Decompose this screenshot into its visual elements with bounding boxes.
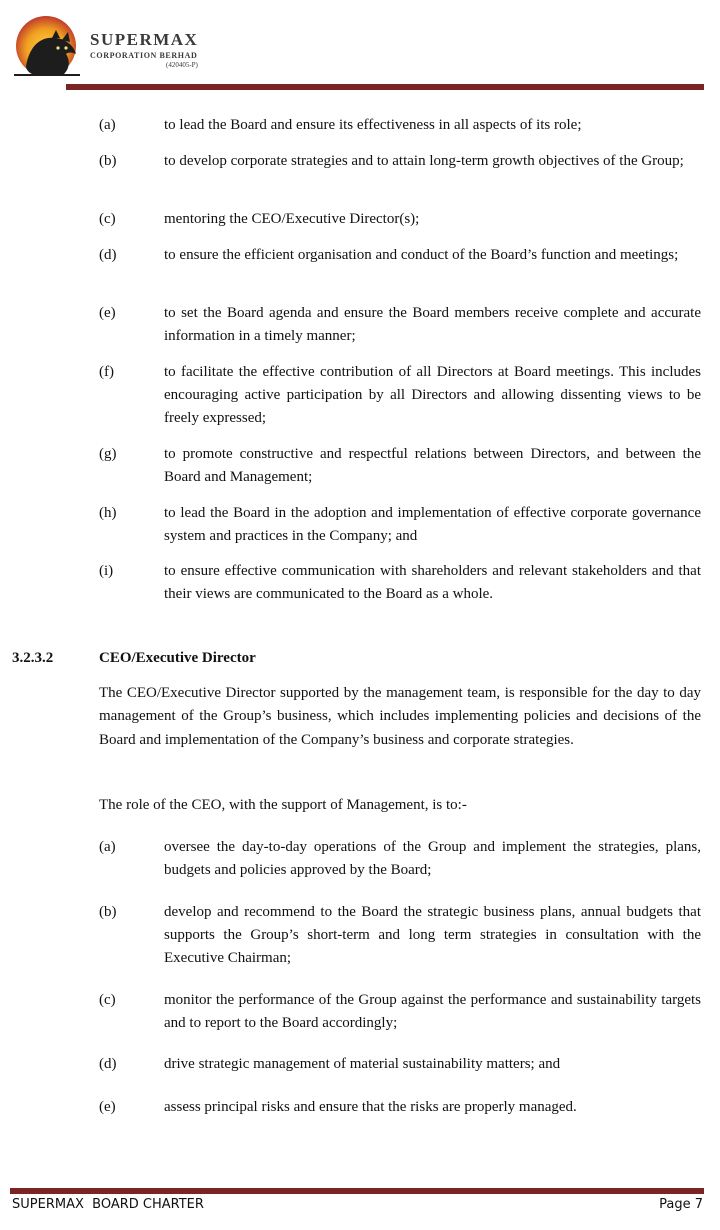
section-intro: The CEO/Executive Director supported by the management team, is responsible for the day to day management of the Group’s business, which includes implementing policies and decisions of the Board and implementation of the Company’s business and corporate strategies. [99,685,701,748]
list-text: to lead the Board in the adoption and implementation of effective corporate governance system and practices in the Company; and [164,505,701,544]
list-marker: (h) [99,505,117,521]
list-text: to develop corporate strategies and to attain long-term growth objectives of the Group; [164,153,684,169]
company-name: SUPERMAX [90,30,199,49]
footer-page-number: Page 7 [659,1197,703,1212]
section-lead-in: The role of the CEO, with the support of Management, is to:- [99,797,467,813]
list-text: to ensure effective communication with shareholders and relevant stakeholders and that their views are communicated to the Board as a whole. [164,563,701,602]
list-marker: (e) [99,1099,116,1115]
company-reg-no: (420405-P) [166,61,198,69]
list-text: to lead the Board and ensure its effectiveness in all aspects of its role; [164,117,582,133]
footer-document-title: SUPERMAX BOARD CHARTER [12,1197,204,1212]
list-marker: (b) [99,904,117,920]
header-rule [66,84,704,90]
list-text: to promote constructive and respectful relations between Directors, and between the Board and Management; [164,446,701,485]
list-marker: (e) [99,305,116,321]
list-marker: (b) [99,153,117,169]
page-header [0,0,720,92]
list-text: to facilitate the effective contribution of all Directors at Board meetings. This includes encouraging active participation by all Directors and allowing dissenting views to be freely expressed; [164,364,701,426]
list-marker: (a) [99,117,116,133]
section-title: CEO/Executive Director [99,650,256,666]
list-text: mentoring the CEO/Executive Director(s); [164,211,420,227]
section-number: 3.2.3.2 [12,650,54,666]
list-marker: (c) [99,211,116,227]
company-subtitle: CORPORATION BERHAD [90,51,198,60]
list-marker: (d) [99,1056,117,1072]
list-text: assess principal risks and ensure that the risks are properly managed. [164,1099,577,1115]
list-text: monitor the performance of the Group against the performance and sustainability targets and to report to the Board accordingly; [164,992,701,1031]
list-text: oversee the day-to-day operations of the Group and implement the strategies, plans, budgets and policies approved by the Board; [164,839,701,878]
list-marker: (f) [99,364,114,380]
list-text: to ensure the efficient organisation and conduct of the Board’s function and meetings; [164,247,679,263]
list-text: develop and recommend to the Board the strategic business plans, annual budgets that supports the Group’s short-term and long term strategies in consultation with the Executive Chairman; [164,904,701,966]
supermax-logo [12,14,84,82]
list-marker: (g) [99,446,117,462]
list-marker: (d) [99,247,117,263]
list-marker: (a) [99,839,116,855]
list-text: drive strategic management of material sustainability matters; and [164,1056,561,1072]
list-marker: (c) [99,992,116,1008]
footer-rule [10,1188,704,1194]
list-marker: (i) [99,563,114,579]
list-text: to set the Board agenda and ensure the Board members receive complete and accurate information in a timely manner; [164,305,701,344]
